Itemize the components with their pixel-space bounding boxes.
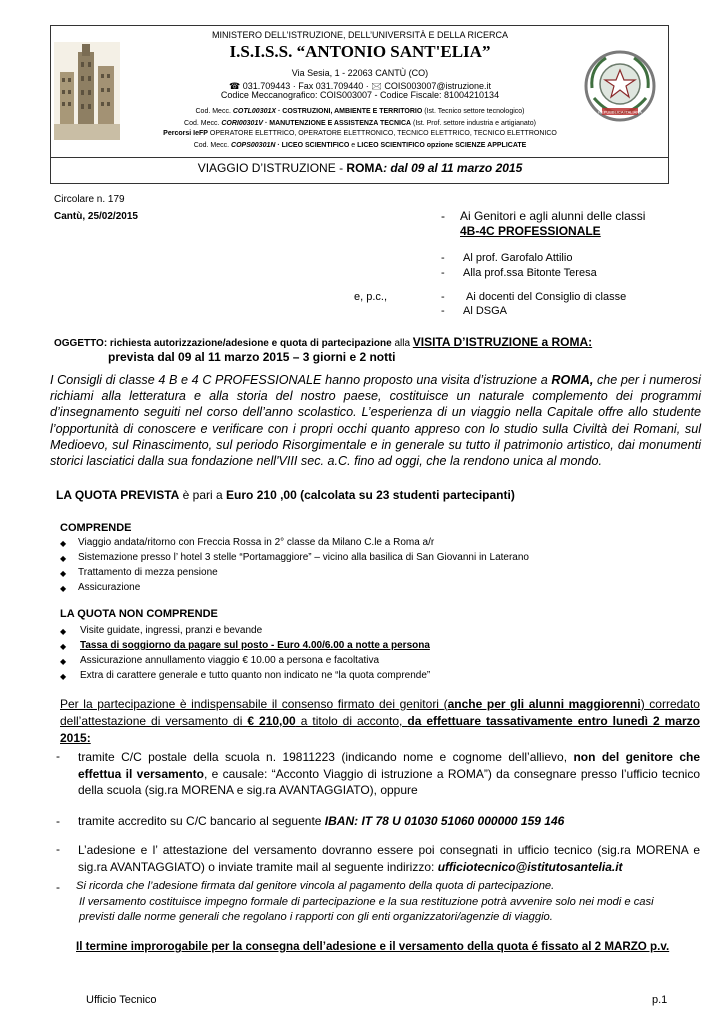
trip-title <box>150 161 570 175</box>
course-1-title: · COSTRUZIONI, AMBIENTE E TERRITORIO <box>278 108 423 115</box>
excludes-item-3: Assicurazione annullamento viaggio € 10.00 a persona e facoltativa <box>80 655 380 666</box>
excludes-item-2: Tassa di soggiorno da pagare sul posto - Euro 4.00/6.00 a notte a persona <box>80 640 430 651</box>
recipient-parents: Ai Genitori e agli alunni delle classi <box>460 209 646 223</box>
consent-deadline: da effettuare tassativamente entro lunedì 2 marzo 2015: <box>60 714 700 745</box>
seal-text: REPUBBLICA ITALIANA <box>598 109 642 115</box>
subject-line <box>54 335 592 349</box>
subject-label: OGGETTO: richiesta autorizzazione/adesione e quota di partecipazione <box>54 338 392 349</box>
subject-mid: alla <box>391 338 413 349</box>
footer-office: Ufficio Tecnico <box>86 994 157 1006</box>
italian-republic-emblem <box>582 48 658 124</box>
recipient-dsga: Al DSGA <box>463 305 508 317</box>
deadline-notice: Il termine improrogabile per la consegna dell’adesione e il versamento della quota é fissato al 2 MARZO p.v. <box>76 940 670 953</box>
course-4-title2: LICEO SCIENTIFICO opzione SCIENZE APPLICATE <box>357 142 527 149</box>
school-building-image <box>54 42 120 140</box>
recipient-classes: 4B-4C PROFESSIONALE <box>460 224 601 238</box>
bullet-icon: ◆ <box>60 539 67 548</box>
intro-paragraph <box>50 372 701 469</box>
trip-title-prefix: VIAGGIO D’ISTRUZIONE - <box>197 161 347 175</box>
course-4-prefix: Cod. Mecc. <box>193 142 230 149</box>
letterhead-divider <box>50 157 669 158</box>
course-line-1 <box>150 108 570 115</box>
intro-city: ROMA, <box>551 373 594 387</box>
course-2-title: · MANUTENZIONE E ASSISTENZA TECNICA <box>264 120 412 127</box>
course-4-code: COPS00301N <box>231 142 276 149</box>
quota-mid: è pari a <box>179 488 227 502</box>
includes-item-4: Assicurazione <box>78 582 141 593</box>
consent-text-e: a titolo di acconto, <box>295 714 408 728</box>
bullet-icon: ◆ <box>60 627 67 636</box>
bullet-icon: ◆ <box>60 584 67 593</box>
course-1-prefix: Cod. Mecc. <box>195 108 231 115</box>
dash-5: - <box>441 305 445 317</box>
dash-m4: - <box>56 880 60 894</box>
intro-text-a: I Consigli di classe 4 B e 4 C PROFESSIONALE hanno proposto una visita d’istruzione a <box>50 373 552 387</box>
delivery-instructions <box>78 842 700 875</box>
delivery-email: ufficiotecnico@istitutosantelia.it <box>437 859 623 874</box>
reminder-line-1: Si ricorda che l’adesione firmata dal genitore vincola al pagamento della quota di partecipazione. <box>76 880 555 892</box>
excludes-title: LA QUOTA NON COMPRENDE <box>60 608 218 620</box>
course-3-title: Percorsi IeFP <box>163 130 208 137</box>
course-line-2 <box>150 120 570 127</box>
dash-m3: - <box>56 842 60 856</box>
school-address: Via Sesia, 1 - 22063 CANTÙ (CO) <box>291 68 429 78</box>
excludes-item-4: Extra di carattere generale e tutto quanto non indicato ne “la quota comprende” <box>80 670 431 681</box>
epc-label: e, p.c., <box>354 291 388 303</box>
bank-iban: IBAN: IT 78 U 01030 51060 000000 159 146 <box>324 814 565 828</box>
quota-amount: Euro 210 ,00 (calcolata su 23 studenti partecipanti) <box>226 488 515 502</box>
course-4-mid: e <box>351 142 356 149</box>
ministry-name: MINISTERO DELL’ISTRUZIONE, DELL’UNIVERSITÀ E DELLA RICERCA <box>211 30 509 40</box>
consent-text-c: ) corredato dell’attestazione di versamento di <box>60 697 700 728</box>
bullet-icon: ◆ <box>60 642 67 651</box>
payment-method-postal <box>78 749 700 799</box>
school-name: I.S.I.S.S. “ANTONIO SANT'ELIA” <box>229 42 491 61</box>
course-2-note: (Ist. Prof. settore industria e artigianato) <box>413 120 536 127</box>
dash-4: - <box>441 291 445 303</box>
quota-line <box>56 488 515 502</box>
postal-text-a: tramite C/C postale della scuola n. 19811223 (indicando nome e cognome dell’allievo, <box>78 750 574 764</box>
reminder-line-3: previsti dalle norme generali che regolano i rapporti con gli enti organizzatori/agenzie di viaggio. <box>79 911 553 923</box>
consent-paragraph <box>60 696 700 747</box>
course-3-text: OPERATORE ELETTRICO, OPERATORE ELETTRONICO, TECNICO ELETTRICO, TECNICO ELETTRONICO <box>209 130 557 137</box>
trip-title-dates: : dal 09 al 11 marzo 2015 <box>383 161 523 175</box>
consent-text-a: Per la partecipazione è indispensabile il consenso firmato dei genitori ( <box>60 697 448 711</box>
reminder-line-2: Il versamento costituisce impegno formale di partecipazione e la sua restituzione potrà avvenire solo nei modi e casi <box>79 896 654 908</box>
dash-2: - <box>441 252 445 264</box>
circular-number: Circolare n. 179 <box>54 194 125 205</box>
trip-title-city: ROMA <box>346 161 384 175</box>
course-4-title: · LICEO SCIENTIFICO <box>277 142 350 149</box>
includes-item-2 <box>78 552 529 563</box>
consent-amount: € 210,00 <box>247 714 296 728</box>
course-1-code: COTL00301X <box>232 108 277 115</box>
course-1-note: (Ist. Tecnico settore tecnologico) <box>424 108 525 115</box>
recipient-prof-1: Al prof. Garofalo Attilio <box>463 252 573 264</box>
bank-text: tramite accredito su C/C bancario al seguente <box>78 814 325 828</box>
excludes-item-1: Visite guidate, ingressi, pranzi e bevande <box>80 625 263 636</box>
school-contacts: ☎ 031.709443 · Fax 031.709440 · 🖂 COIS003007@istruzione.it <box>228 81 492 91</box>
consent-text-b: anche per gli alunni maggiorenni <box>447 697 641 711</box>
intro-text-b: che per i numerosi richiami alla letteratura e alla storia del nostro paese, costituisce un naturale complemento dei programmi d’insegnamento seguiti nel corso dell’anno scolastico. L’esperienza di un viaggio nella Capitale offre allo studente l’opportunità di conoscere e verificare con i propri occhi quanto appreso con lo studio sulla Civiltà dei Romani, sul Medioevo, sul Rinascimento, sul periodo Risorgimentale e in generale su tutto il patrimonio artistico, dai monumenti storici lasciatici dalla sua fondazione nell'VIII sec. a.C. fino ad oggi, che la rendono unica al mondo. <box>50 373 701 469</box>
course-line-4 <box>150 142 570 149</box>
course-2-prefix: Cod. Mecc. <box>184 120 220 127</box>
dash-3: - <box>441 267 445 279</box>
footer-page-number: p.1 <box>652 994 668 1006</box>
dash-1: - <box>441 209 445 223</box>
subject-dates: prevista dal 09 al 11 marzo 2015 – 3 giorni e 2 notti <box>108 350 396 364</box>
delivery-text: L’adesione e l’ attestazione del versamento dovranno essere poi consegnati in ufficio tecnico (sig.ra MORENA e sig.ra AVANTAGGIATO) o inviate tramite mail al seguente indirizzo: <box>78 843 700 874</box>
subject-visit: VISITA D’ISTRUZIONE a ROMA: <box>412 335 593 349</box>
includes-item-3: Trattamento di mezza pensione <box>78 567 218 578</box>
place-date: Cantù, 25/02/2015 <box>54 211 138 222</box>
course-line-3 <box>150 130 570 137</box>
postal-text-b: non del genitore che effettua il versamento <box>78 750 700 781</box>
payment-method-bank <box>78 814 564 828</box>
includes-item-1: Viaggio andata/ritorno con Freccia Rossa in 2° classe da Milano C.le a Roma a/r <box>78 537 435 548</box>
bullet-icon: ◆ <box>60 657 67 666</box>
bullet-icon: ◆ <box>60 554 67 563</box>
dash-m2: - <box>56 814 60 828</box>
course-2-code: CORI00301V <box>221 120 264 127</box>
postal-text-c: , e causale: “Acconto Viaggio di istruzione a ROMA”) da consegnare presso l’ufficio tecnico della scuola (sig.ra MORENA e sig.ra AVANTAGGIATO), oppure <box>78 766 700 797</box>
recipient-prof-2: Alla prof.ssa Bitonte Teresa <box>463 267 597 279</box>
quota-label: LA QUOTA PREVISTA <box>56 488 180 502</box>
recipient-teachers: Ai docenti del Consiglio di classe <box>466 291 627 303</box>
includes-item-2-text: Sistemazione presso l’ hotel 3 stelle “Portamaggiore” – vicino alla basilica di San Giovanni in Laterano <box>78 552 529 563</box>
bullet-icon: ◆ <box>60 569 67 578</box>
bullet-icon: ◆ <box>60 672 67 681</box>
school-codes: Codice Meccanografico: COIS003007 - Codice Fiscale: 81004210134 <box>220 90 500 100</box>
dash-m1: - <box>56 749 60 763</box>
includes-title: COMPRENDE <box>60 522 132 534</box>
